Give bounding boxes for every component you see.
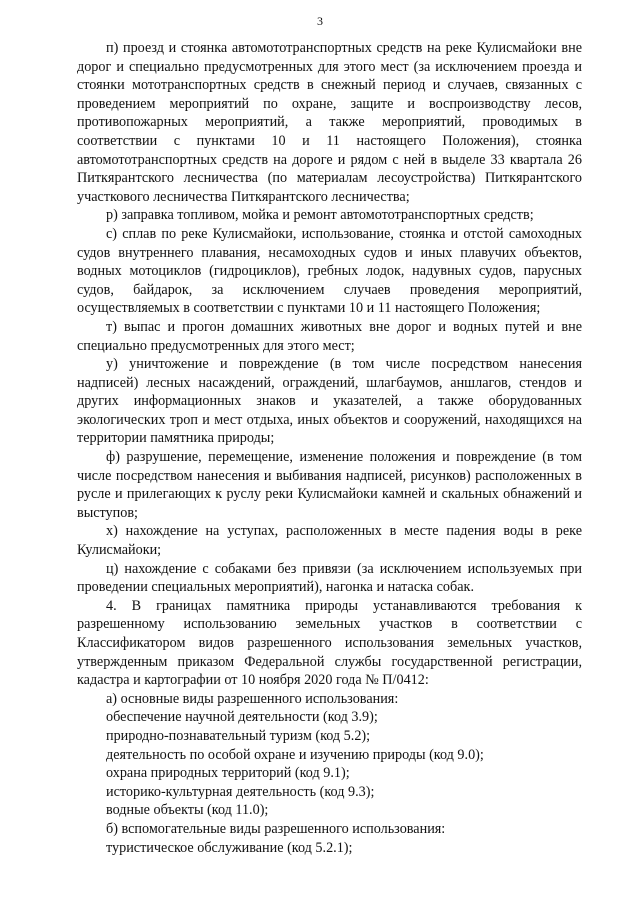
paragraph-p: п) проезд и стоянка автомототранспортных средств на реке Кулисмайоки вне дорог и специально предусмотренных для этого мест (за исключением проезда и стоянки мототранспортных средств в снежный период и случаев, связанных с проведением мероприятий по охране, защите и воспроизводству лесов, противопожарных мероприятий, а также мероприятий, проводимых в соответствии с пунктами 10 и 11 настоящего Положения), стоянка автомототранспортных средств на дороге и рядом с ней в выделе 33 квартала 26 Питкярантского лесничества (по материалам лесоустройства) Питкярантского участкового лесничества Питкярантского лесничества; [77, 40, 582, 205]
page-number: 3 [317, 14, 323, 28]
paragraph-ts: ц) нахождение с собаками без привязи (за исключением используемых при проведении специальных мероприятий), нагонка и натаска собак. [77, 560, 582, 596]
paragraph-s: с) сплав по реке Кулисмайоки, использование, стоянка и отстой самоходных судов внутреннего плавания, несамоходных судов и иных плавучих объектов, водных мотоциклов (гидроциклов), гребных лодок, надувных судов, парусных судов, байдарок, за исключением случаев проведения мероприятий, осуществляемых в соответствии с пунктами 10 и 11 настоящего Положения; [77, 225, 582, 317]
list-item: историко-культурная деятельность (код 9.3); [106, 783, 375, 800]
list-item: охрана природных территорий (код 9.1); [106, 765, 350, 782]
paragraph-kh: х) нахождение на уступах, расположенных в месте падения воды в реке Кулисмайоки; [77, 523, 582, 559]
paragraph-f: ф) разрушение, перемещение, изменение положения и повреждение (в том числе посредством нанесения и выбивания надписей, рисунков) расположенных в русле и прилегающих к руслу реки Кулисмайоки камней и скальных обнажений и выступов; [77, 449, 582, 521]
list-item: деятельность по особой охране и изучению природы (код 9.0); [106, 746, 484, 763]
paragraph-r: р) заправка топливом, мойка и ремонт автомототранспортных средств; [106, 207, 534, 224]
list-item: а) основные виды разрешенного использования: [106, 690, 399, 707]
list-item: природно-познавательный туризм (код 5.2); [106, 727, 371, 744]
paragraph-4: 4. В границах памятника природы устанавливаются требования к разрешенному использованию земельных участков в соответствии с Классификатором видов разрешенного использования земельных участков, утвержденным приказом Федеральной службы государственной регистрации, кадастра и картографии от 10 ноября 2020 года № П/0412: [77, 597, 582, 689]
list-item: водные объекты (код 11.0); [106, 802, 269, 819]
list-item: обеспечение научной деятельности (код 3.9); [106, 709, 378, 726]
paragraph-u: у) уничтожение и повреждение (в том числе посредством нанесения надписей) лесных насаждений, ограждений, шлагбаумов, аншлагов, стендов и других информационных знаков и указателей, а также оборудованных экологических троп и мест отдыха, иных объектов и сооружений, находящихся на территории памятника природы; [77, 356, 582, 447]
list-item: туристическое обслуживание (код 5.2.1); [106, 839, 353, 856]
list-item: б) вспомогательные виды разрешенного использования: [106, 820, 446, 837]
paragraph-t: т) выпас и прогон домашних животных вне дорог и водных путей и вне специально предусмотренных для этого мест; [77, 318, 582, 354]
document-body [77, 39, 582, 857]
